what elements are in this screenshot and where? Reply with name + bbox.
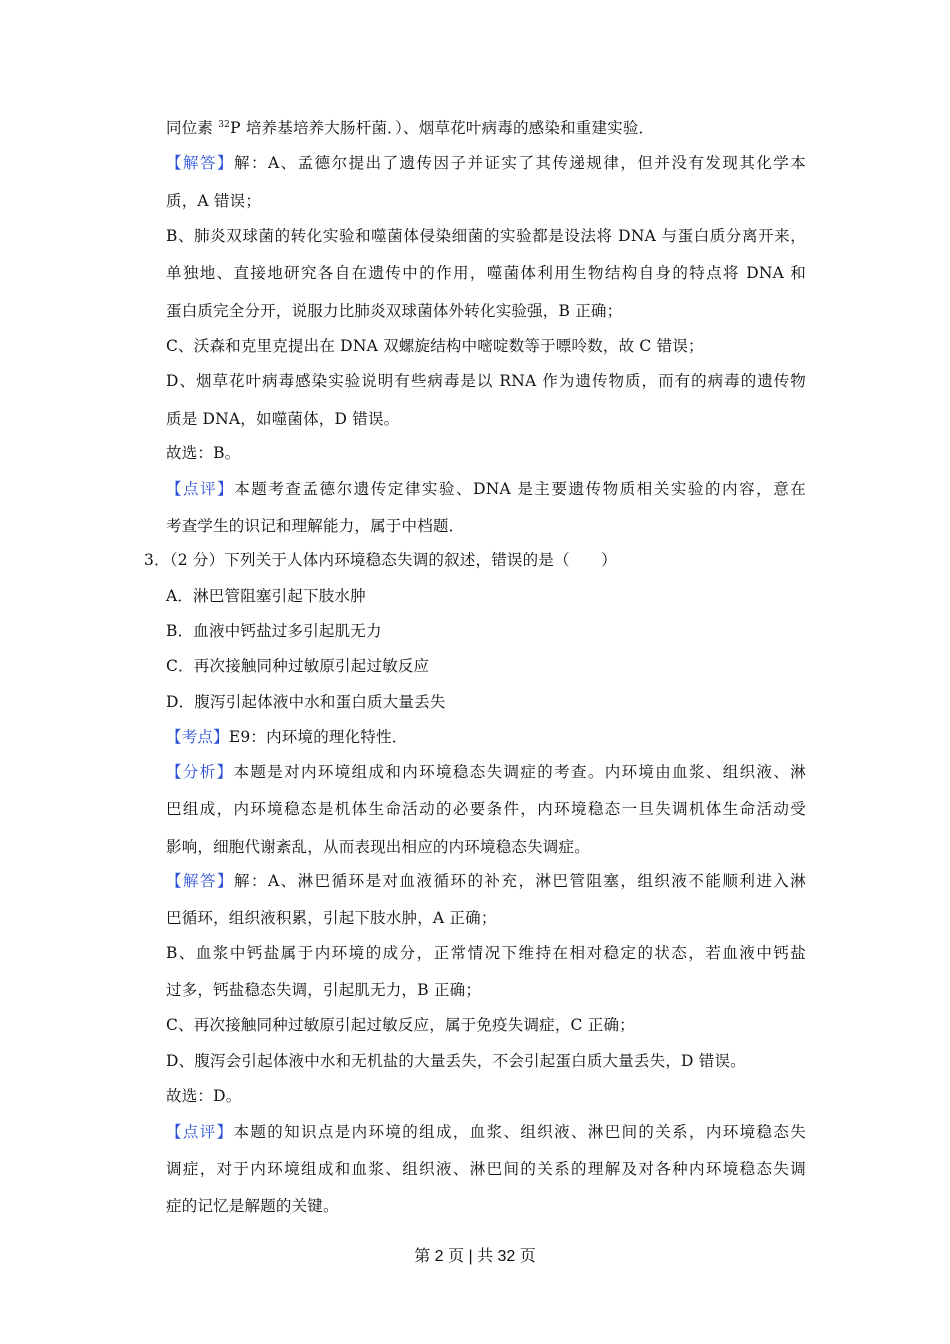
section-label: 【点评】 (166, 480, 235, 498)
question-stem (144, 549, 784, 571)
text-line (166, 335, 806, 357)
line-text: 本题考查孟德尔遗传定律实验、DNA 是主要遗传物质相关实验的内容，意在 (234, 480, 806, 498)
text-line (166, 262, 806, 284)
text-line (166, 1050, 806, 1072)
text-line (166, 761, 806, 783)
text-line (166, 1158, 806, 1180)
line-text: E9：内环境的理化特性． (228, 728, 408, 746)
line-text: B、肺炎双球菌的转化实验和噬菌体侵染细菌的实验都是设法将 DNA 与蛋白质分离开来， (166, 227, 806, 245)
line-text: 故选：B。 (166, 444, 241, 462)
text-line (166, 836, 806, 858)
line-text: 单独地、直接地研究各自在遗传中的作用，噬菌体利用生物结构自身的特点将 DNA 和 (166, 264, 806, 282)
line-text: A．淋巴管阻塞引起下肢水肿 (166, 587, 366, 605)
text-prefix: 同位素 (166, 119, 219, 137)
line-text: 3．（2 分）下列关于人体内环境稳态失调的叙述，错误的是（ ） (144, 551, 617, 569)
text-line (166, 117, 806, 139)
page-footer: 第 2 页 | 共 32 页 (414, 1248, 536, 1265)
text-line (166, 408, 806, 430)
line-text: B．血液中钙盐过多引起肌无力 (166, 622, 382, 640)
section-label: 【考点】 (166, 728, 229, 746)
line-text: P 培养基培养大肠杆菌．）、烟草花叶病毒的感染和重建实验． (230, 119, 655, 137)
section-label: 【解答】 (166, 154, 234, 172)
text-line (166, 870, 806, 892)
line-text: 本题的知识点是内环境的组成，血浆、组织液、淋巴间的关系，内环境稳态失 (233, 1123, 806, 1141)
text-line (166, 1085, 806, 1107)
line-text: 故选：D。 (166, 1087, 242, 1105)
line-text: C、沃森和克里克提出在 DNA 双螺旋结构中嘧啶数等于嘌呤数，故 C 错误； (166, 337, 704, 355)
text-line (166, 979, 806, 1001)
line-text: 过多，钙盐稳态失调，引起肌无力，B 正确； (166, 981, 482, 999)
section-label: 【解答】 (166, 872, 234, 890)
text-line (166, 478, 806, 500)
line-text: D、烟草花叶病毒感染实验说明有些病毒是以 RNA 作为遗传物质，而有的病毒的遗传物 (166, 372, 806, 390)
line-text: B、血浆中钙盐属于内环境的成分，正常情况下维持在相对稳定的状态，若血液中钙盐 (166, 944, 806, 962)
line-text: D、腹泻会引起体液中水和无机盐的大量丢失，不会引起蛋白质大量丢失，D 错误。 (166, 1052, 746, 1070)
text-line (166, 798, 806, 820)
line-text: 考查学生的识记和理解能力，属于中档题． (166, 517, 465, 535)
line-text: C、再次接触同种过敏原引起过敏反应，属于免疫失调症，C 正确； (166, 1016, 635, 1034)
line-text: 质，A 错误； (166, 192, 262, 210)
text-line (166, 225, 806, 247)
text-line (166, 370, 806, 392)
text-line (166, 907, 806, 929)
line-text: 本题是对内环境组成和内环境稳态失调症的考查。内环境由血浆、组织液、淋 (233, 763, 806, 781)
text-line (166, 1121, 806, 1143)
isotope-superscript: 32 (218, 120, 231, 130)
text-line (166, 620, 806, 642)
line-text: D．腹泻引起体液中水和蛋白质大量丢失 (166, 693, 446, 711)
line-text: 解：A、淋巴循环是对血液循环的补充，淋巴管阻塞，组织液不能顺利进入淋 (233, 872, 806, 890)
text-line (166, 1014, 806, 1036)
line-text: 影响，细胞代谢紊乱，从而表现出相应的内环境稳态失调症。 (166, 838, 590, 856)
line-text: 解：A、孟德尔提出了遗传因子并证实了其传递规律，但并没有发现其化学本 (233, 154, 806, 172)
line-text: 症的记忆是解题的关键。 (166, 1197, 339, 1215)
line-text: 巴循环，组织液积累，引起下肢水肿，A 正确； (166, 909, 497, 927)
text-line (166, 585, 806, 607)
text-line (166, 655, 806, 677)
section-label: 【点评】 (166, 1123, 234, 1141)
line-text: 调症，对于内环境组成和血浆、组织液、淋巴间的关系的理解及对各种内环境稳态失调 (166, 1160, 806, 1178)
text-line (166, 1195, 806, 1217)
line-text: 蛋白质完全分开，说服力比肺炎双球菌体外转化实验强，B 正确； (166, 302, 623, 320)
text-line (166, 691, 806, 713)
text-line (166, 726, 806, 748)
line-text: 质是 DNA，如噬菌体，D 错误。 (166, 410, 400, 428)
text-line (166, 942, 806, 964)
text-line (166, 152, 806, 174)
section-label: 【分析】 (166, 763, 234, 781)
line-text: 巴组成，内环境稳态是机体生命活动的必要条件，内环境稳态一旦失调机体生命活动受 (166, 800, 806, 818)
text-line (166, 515, 806, 537)
text-line (166, 300, 806, 322)
text-line (166, 190, 806, 212)
text-line (166, 442, 806, 464)
line-text: C．再次接触同种过敏原引起过敏反应 (166, 657, 430, 675)
